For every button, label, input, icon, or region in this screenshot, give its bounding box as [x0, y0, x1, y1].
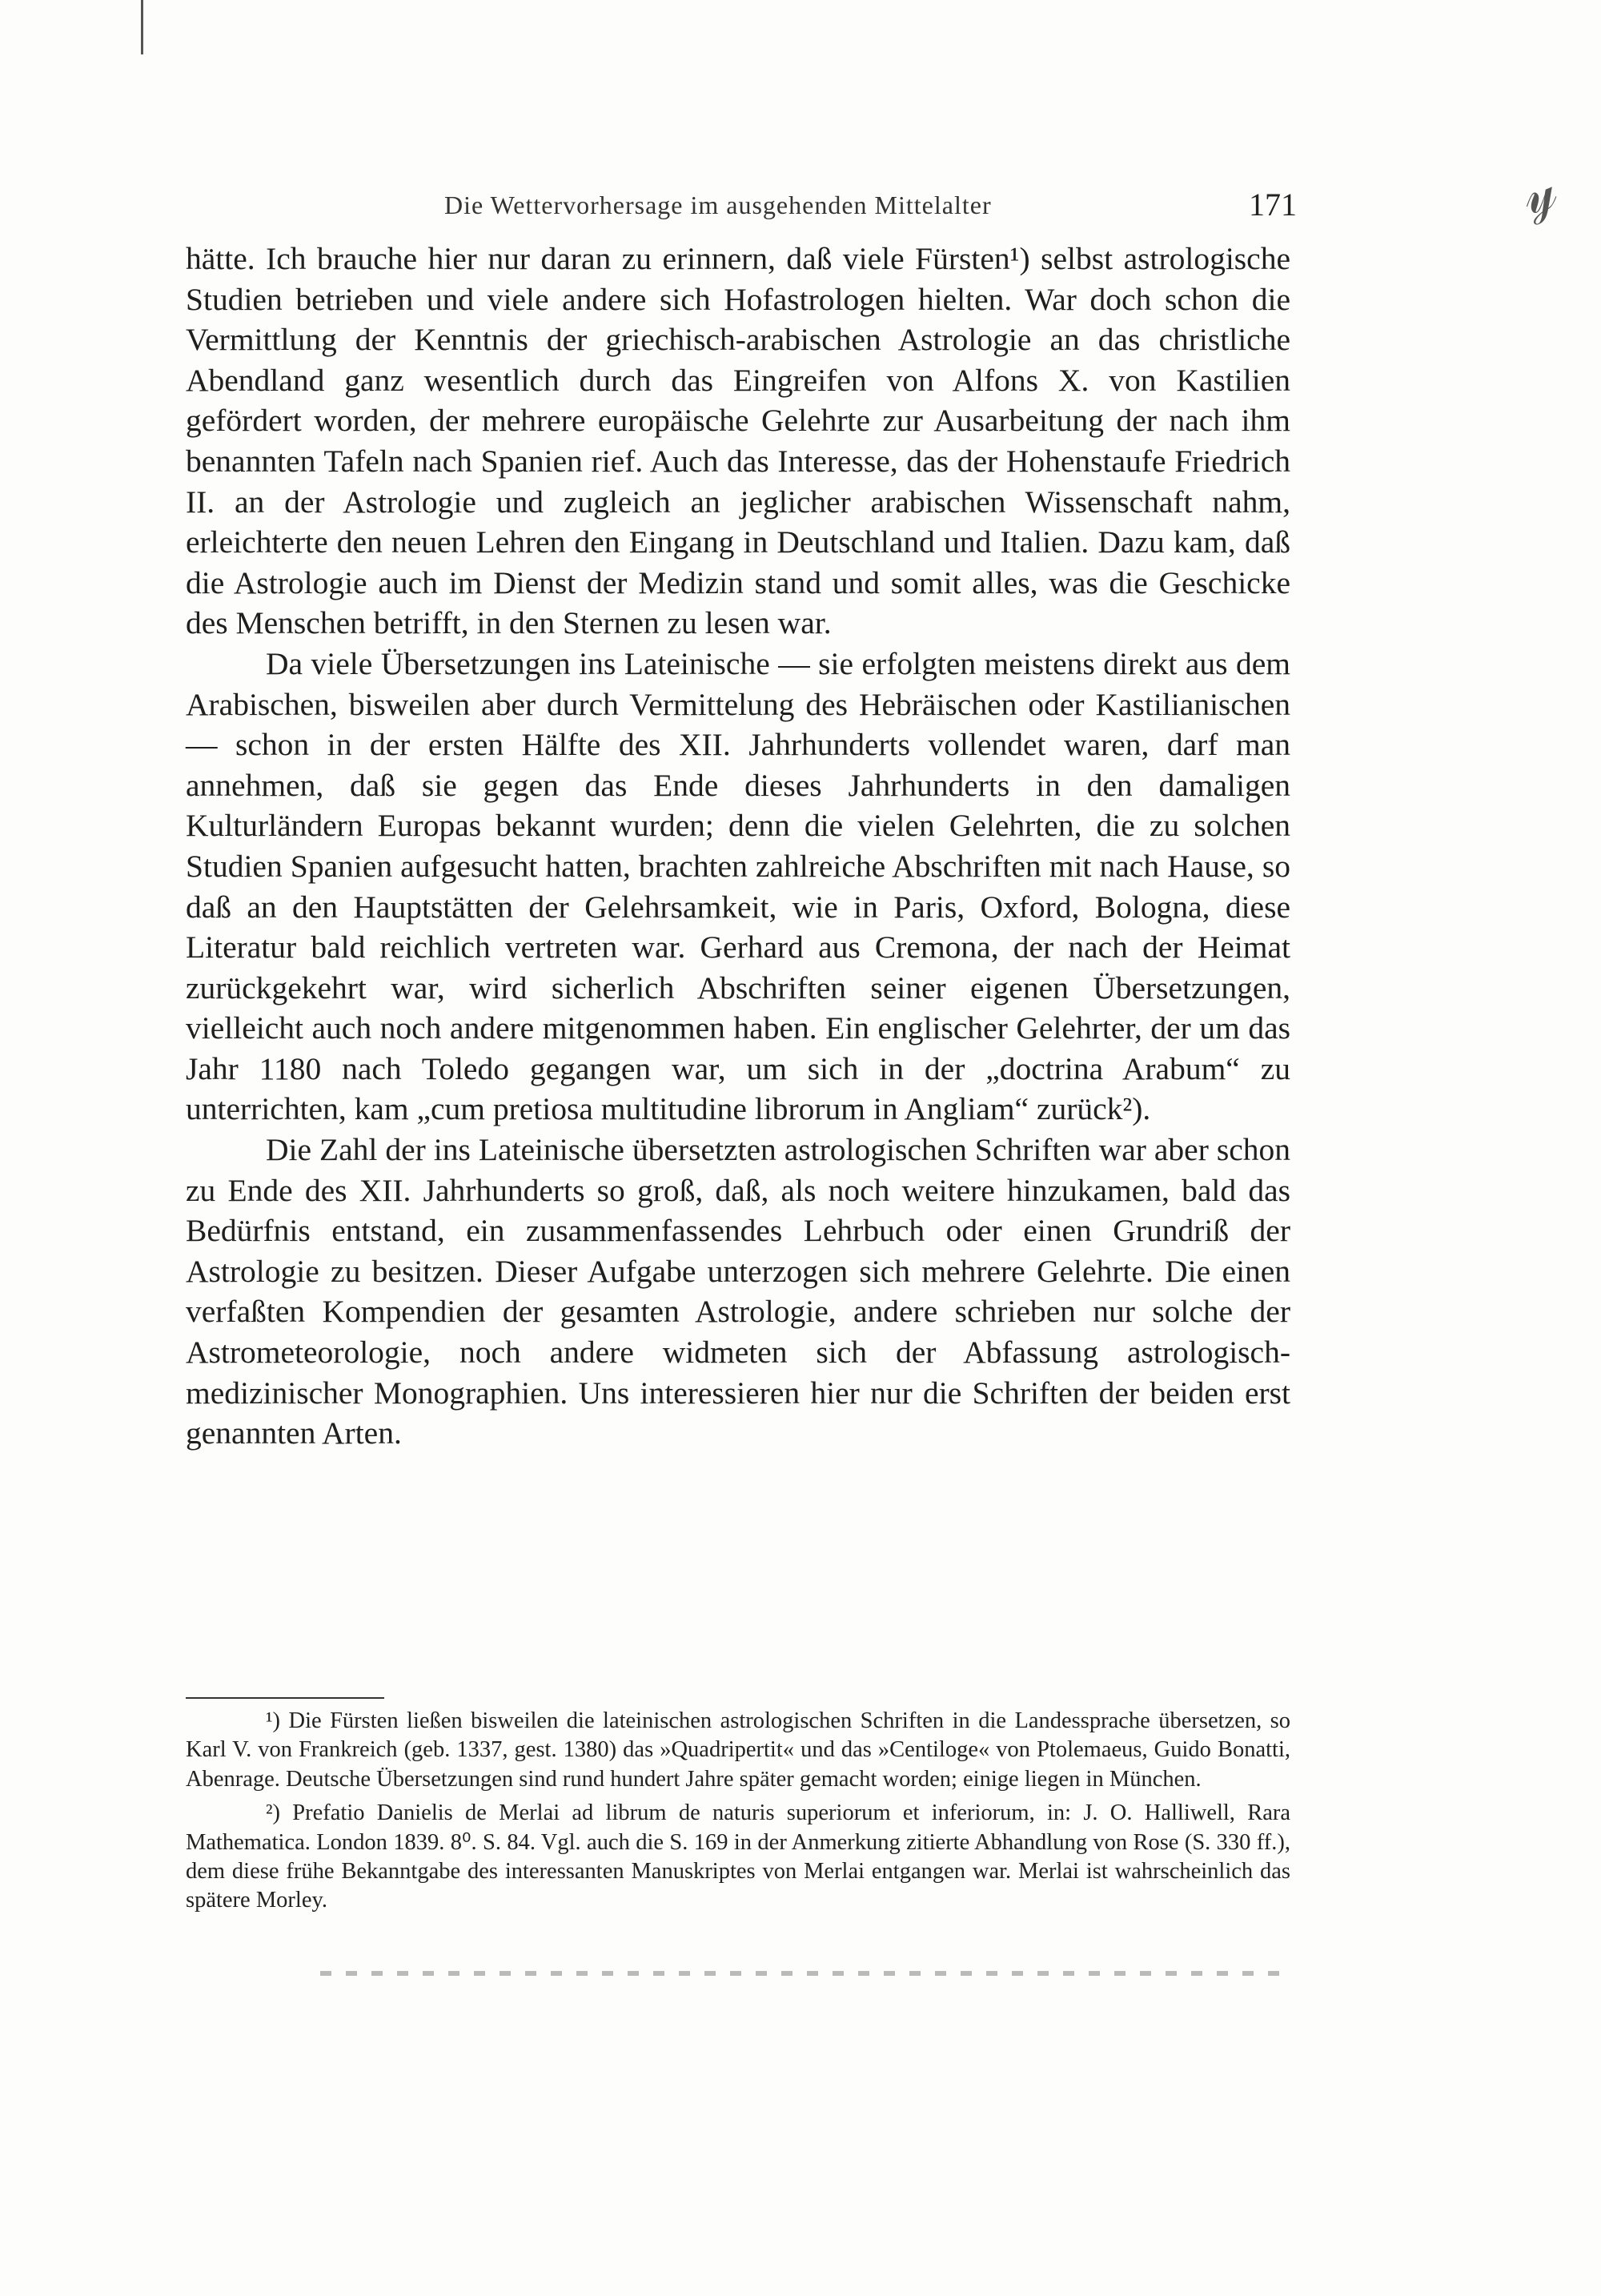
page-number: 171 [1249, 187, 1297, 223]
page-edge-line [141, 0, 143, 54]
margin-pencil-mark: 𝓎 [1513, 155, 1565, 228]
running-title: Die Wettervorhersage im ausgehenden Mittelalter [444, 191, 992, 219]
body-text [186, 239, 1290, 1454]
footnote-1: ¹) Die Fürsten ließen bisweilen die lateinischen astrologischen Schriften in die Landessprache übersetzen, so Karl V. von Frankreich (geb. 1337, gest. 1380) das »Quadripertit« und das »Centiloge« von Ptolemaeus, Guido Bonatti, Abenrage. Deutsche Übersetzungen sind rund hundert Jahre später gemacht worden; einige liegen in München. [186, 1708, 1290, 1792]
footnote-2: ²) Prefatio Danielis de Merlai ad librum de naturis superiorum et inferiorum, in: J. O. Halliwell, Rara Mathematica. London 1839. 8⁰. S. 84. Vgl. auch die S. 169 in der Anmerkung zitierte Abhandlung von Rose (S. 330 ff.), dem diese frühe Bekanntgabe des interessanten Manuskriptes von Merlai entgangen war. Merlai ist wahrscheinlich das spätere Morley. [186, 1800, 1290, 1913]
paragraph-3: Die Zahl der ins Lateinische übersetzten astrologischen Schriften war aber schon zu Ende des XII. Jahrhunderts so groß, daß, als noch weitere hinzukamen, bald das Bedürfnis entstand, ein zusammenfassendes Lehrbuch oder einen Grundriß der Astrologie zu besitzen. Dieser Aufgabe unterzogen sich mehrere Gelehrte. Die einen verfaßten Kompendien der gesamten Astrologie, andere schrieben nur solche der Astrometeorologie, noch andere widmeten sich der Abfassung astrologisch-medizinischer Monographien. Uns interessieren hier nur die Schriften der beiden erst genannten Arten. [186, 1132, 1290, 1451]
paragraph-1: hätte. Ich brauche hier nur daran zu erinnern, daß viele Fürsten¹) selbst astrologische Studien betrieben und viele andere sich Hofastrologen hielten. War doch schon die Vermittlung der Kenntnis der griechisch-arabischen Astrologie an das christliche Abendland ganz wesentlich durch das Eingreifen von Alfons X. von Kastilien gefördert worden, der mehrere europäische Gelehrte zur Ausarbeitung der nach ihm benannten Tafeln nach Spanien rief. Auch das Interesse, das der Hohenstaufe Friedrich II. an der Astrologie und zugleich an jeglicher arabischen Wissenschaft nahm, erleichterte den neuen Lehren den Eingang in Deutschland und Italien. Dazu kam, daß die Astrologie auch im Dienst der Medizin stand und somit alles, was die Geschicke des Menschen betrifft, in den Sternen zu lesen war. [186, 241, 1290, 641]
footnote-separator [186, 1697, 384, 1699]
running-header [444, 186, 1297, 226]
paragraph-2: Da viele Übersetzungen ins Lateinische — sie erfolgten meistens direkt aus dem Arabischen, bisweilen aber durch Vermittelung des Hebräischen oder Kastilianischen — schon in der ersten Hälfte des XII. Jahrhunderts vollendet waren, darf man annehmen, daß sie gegen das Ende dieses Jahrhunderts in den damaligen Kulturländern Europas bekannt wurden; denn die vielen Gelehrten, die zu solchen Studien Spanien aufgesucht hatten, brachten zahlreiche Abschriften mit nach Hause, so daß an den Hauptstätten der Gelehrsamkeit, wie in Paris, Oxford, Bologna, diese Literatur bald reichlich vertreten war. Gerhard aus Cremona, der nach der Heimat zurückgekehrt war, wird sicherlich Abschriften seiner eigenen Übersetzungen, vielleicht auch noch andere mitgenommen haben. Ein englischer Gelehrter, der um das Jahr 1180 nach Toledo gegangen war, um sich in der „doctrina Arabum“ zu unterrichten, kam „cum pretiosa multitudine librorum in Angliam“ zurück²). [186, 645, 1290, 1127]
bleed-through-smudge [320, 1971, 1281, 1976]
footnotes [186, 1707, 1290, 1916]
